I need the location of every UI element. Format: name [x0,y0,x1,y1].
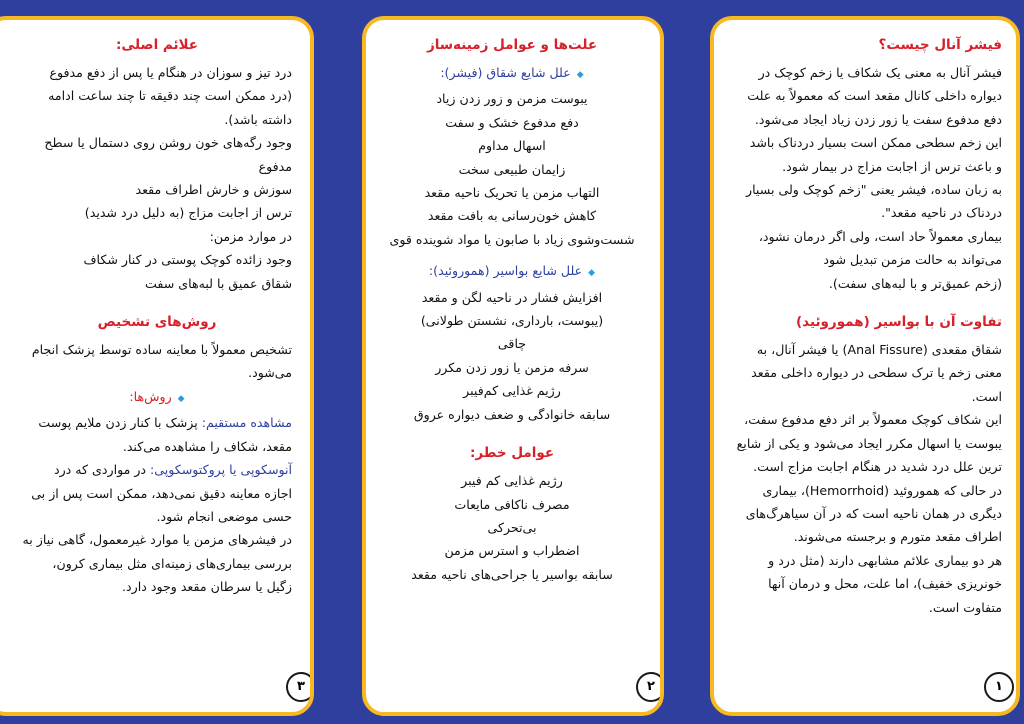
text-line: هر دو بیماری علائم مشابهی دارند (مثل درد و [768,552,1002,568]
text-line: شقاق عمیق با لبه‌های سفت [145,275,292,291]
text-line: مدفوع [258,158,292,174]
text-line: بی‌تحرکی [487,519,537,535]
text-line: می‌شود. [248,365,292,381]
methods-label: روش‌ها: [129,388,172,404]
text-line: کاهش خون‌رسانی به بافت مقعد [427,208,597,224]
text-line: اسهال مداوم [478,138,546,154]
text-line: سوزش و خارش اطراف مقعد [135,182,292,198]
panel3-methods [22,385,292,411]
text-line: دیواره داخلی کانال مقعد است که معمولاً به علت [747,88,1002,104]
text-line: رژیم غذایی کم‌فیبر [463,383,561,399]
text-line: (زخم عمیق‌تر و با لبه‌های سفت). [828,275,1002,291]
text-line: داشته باشد). [224,111,292,127]
text-line: وجود رگه‌های خون روشن روی دستمال یا سطح [44,135,292,151]
text-line: فیشر آنال به معنی یک شکاف یا زخم کوچک در [758,65,1002,80]
panel3-title2: روش‌های تشخیص [97,314,217,331]
panel3-list1 [22,61,292,295]
text-line: سابقه بواسیر یا جراحی‌های ناحیه مقعد [411,566,613,582]
text-line: افزایش فشار در ناحیه لگن و مقعد [421,289,603,305]
text-line: رژیم غذایی کم فیبر [461,473,563,489]
method-2-keyword: آنوسکوپی یا پروکتوسکوپی: [150,462,292,478]
panel1-title: فیشر آنال چیست؟ [878,37,1002,53]
method-1-line [22,411,292,434]
method-1-keyword: مشاهده مستقیم: [201,415,292,431]
text-line: این زخم سطحی ممکن است بسیار دردناک باشد [749,135,1002,151]
text-line: است. [971,388,1002,404]
text-line: اطراف مقعد متورم و برجسته می‌شوند. [793,529,1002,545]
text-line: سرفه مزمن یا زور زدن مکرر [435,359,589,375]
panel-2 [362,16,664,716]
text-line: در موارد مزمن: [209,228,292,244]
text-line: تشخیص معمولاً با معاینه ساده توسط پزشک انجام [31,342,292,358]
text-line: چاقی [497,336,527,352]
method-2-line [22,458,292,481]
text-line: دفع مدفوع خشک و سفت [445,114,579,130]
text-line: مصرف ناکافی مایعات [454,496,570,512]
page-number: ۲ [636,672,664,702]
text-line: زایمان طبیعی سخت [458,161,566,177]
text-line: خونریزی خفیف)، اما علت، محل و درمان آنها [768,576,1002,592]
panel2-list2 [378,286,646,426]
panel2-list1 [378,87,646,251]
text-line: به زبان ساده، فیشر یعنی "زخم کوچک ولی بسیار [746,182,1002,198]
text-line: در فیشرهای مزمن یا موارد غیرمعمول، گاهی نیاز به [22,532,292,548]
panel-1 [710,16,1020,716]
text-line: در حالی که هموروئید (Hemorrhoid)، بیماری [762,482,1002,498]
text-line: ترس از اجابت مزاج (به دلیل درد شدید) [84,205,292,221]
text-line: دیگری در همان ناحیه است که در آن سیاهرگ‌های [745,505,1002,521]
text-line: یبوست مزمن و زور زدن زیاد [436,91,588,107]
method-2-text: در مواردی که درد [53,462,151,478]
text-line: و باعث ترس از اجابت مزاج در بیمار شود. [782,158,1002,174]
text-line: شقاق مقعدی (Anal Fissure) یا فیشر آنال، به [756,342,1002,358]
method-1-text: پزشک با کنار زدن ملایم پوست [38,415,202,431]
panel3-intro [22,338,292,385]
panel3-method2-rest [22,482,292,599]
text-line: وجود زائده کوچک پوستی در کنار شکاف [83,252,292,268]
text-line: زگیل یا سرطان مقعد وجود دارد. [122,579,292,595]
text-line: اجازه معاینه دقیق نمی‌دهد، ممکن است پس از بی [31,485,292,501]
text-line: دردناک در ناحیه مقعد". [881,205,1002,221]
text-line: حسی موضعی انجام شود. [156,508,292,524]
text-line: اضطراب و استرس مزمن [444,543,580,559]
text-line: می‌تواند به حالت مزمن تبدیل شود [823,252,1002,268]
text-line: درد تیز و سوزان در هنگام یا پس از دفع مدفوع [49,65,292,80]
panel1-para1 [726,61,1002,295]
panel2-sub2 [378,259,646,285]
panel2-sub2-label: علل شایع بواسیر (هموروئید): [428,263,583,279]
panel1-para2 [726,338,1002,619]
page-number: ۳ [286,672,314,702]
panel2-title2: عوامل خطر: [469,445,555,462]
panel1-title2: تفاوت آن با بواسیر (هموروئید) [795,314,1002,331]
diamond-bullet-icon: ◆ [576,70,584,80]
panel2-sub1 [378,61,646,87]
text-line: دفع مدفوع سفت یا زور زدن زیاد ایجاد می‌شود. [754,111,1002,127]
text-line: یبوست یا اسهال مکرر ایجاد می‌شود و یکی از شایع [736,435,1002,451]
method-1-line2: مقعد، شکاف را مشاهده می‌کند. [122,438,292,454]
text-line: شست‌وشوی زیاد با صابون یا مواد شوینده قوی [389,231,635,247]
text-line: بیماری معمولاً حاد است، ولی اگر درمان نشود، [758,228,1002,244]
panel-3 [0,16,314,716]
page-number: ۱ [984,672,1014,702]
text-line: (یبوست، بارداری، نشستن طولانی) [420,313,604,329]
panel2-sub1-label: علل شایع شقاق (فیشر): [440,65,571,80]
text-line: سابقه خانوادگی و ضعف دیواره عروق [413,406,611,422]
diamond-bullet-icon: ◆ [177,393,185,404]
text-line: التهاب مزمن یا تحریک ناحیه مقعد [424,185,600,201]
text-line: بررسی بیماری‌های زمینه‌ای مثل بیماری کرون، [52,555,292,571]
text-line: این شکاف کوچک معمولاً بر اثر دفع مدفوع سفت، [744,412,1002,428]
panel2-list3 [378,469,646,586]
text-line: (درد ممکن است چند دقیقه تا چند ساعت ادامه [48,88,292,104]
text-line: متفاوت است. [928,599,1002,615]
panel3-title: علائم اصلی: [115,37,199,53]
text-line: معنی زخم یا ترک سطحی در دیواره داخلی مقعد [751,365,1002,381]
diamond-bullet-icon: ◆ [588,268,596,279]
panel2-title: علت‌ها و عوامل زمینه‌ساز [426,37,598,53]
text-line: ترین علل درد شدید در هنگام اجابت مزاج است. [753,459,1002,475]
